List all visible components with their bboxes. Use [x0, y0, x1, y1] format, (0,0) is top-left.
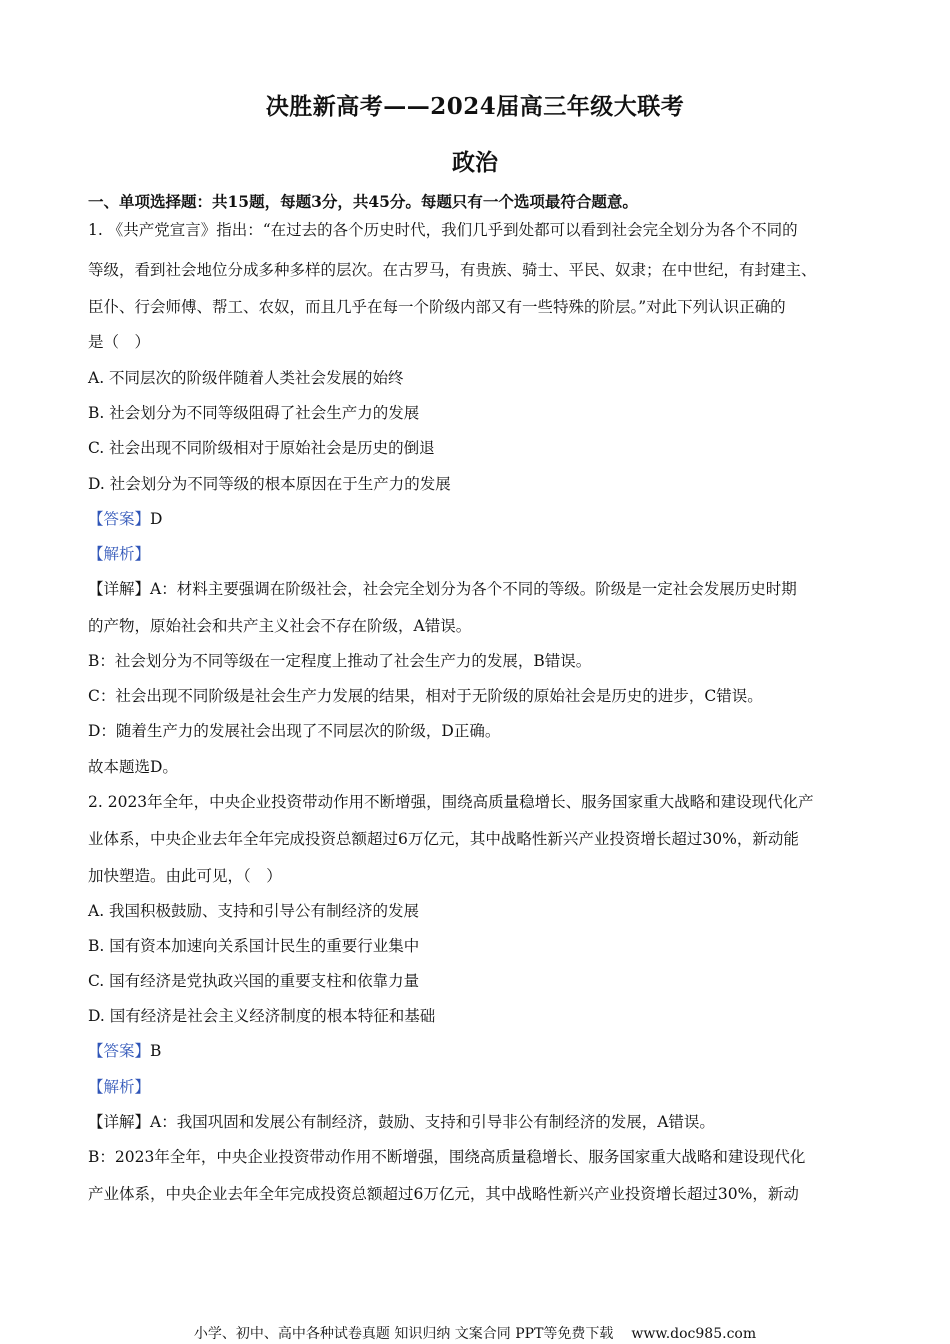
q1-analysis-tag: 【解析】 — [88, 545, 151, 563]
q1-stem-line: 臣仆、行会师傅、帮工、农奴，而且几乎在每一个阶级内部又有一些特殊的阶层。”对此下列认识正确的 — [88, 298, 786, 316]
q1-detail-line: D：随着生产力的发展社会出现了不同层次的阶级，D正确。 — [88, 722, 501, 740]
answer-value: D — [150, 510, 163, 528]
q1-stem-line: 1. 《共产党宣言》指出：“在过去的各个历史时代，我们几乎到处都可以看到社会完全划分为各个不同的 — [88, 221, 798, 239]
q2-detail-line: B：2023年全年，中央企业投资带动作用不断增强，围绕高质量稳增长、服务国家重大战略和建设现代化 — [88, 1148, 806, 1166]
q1-answer — [88, 509, 162, 529]
q2-detail-line: 产业体系，中央企业去年全年完成投资总额超过6万亿元，其中战略性新兴产业投资增长超过30%，新动 — [88, 1185, 799, 1203]
section-heading: 一、单项选择题：共15题，每题3分，共45分。每题只有一个选项最符合题意。 — [88, 192, 638, 211]
q1-detail-line — [88, 579, 797, 599]
q1-stem-line: 等级，看到社会地位分成多种多样的层次。在古罗马，有贵族、骑士、平民、奴隶；在中世纪，有封建主、 — [88, 261, 817, 279]
q2-stem-line: 加快塑造。由此可见，（ ） — [88, 867, 282, 885]
q2-option-b: B. 国有资本加速向关系国计民生的重要行业集中 — [88, 937, 420, 955]
q2-analysis-tag: 【解析】 — [88, 1078, 151, 1096]
q1-detail-line: B：社会划分为不同等级在一定程度上推动了社会生产力的发展，B错误。 — [88, 652, 592, 670]
q1-detail-line: 故本题选D。 — [88, 758, 178, 776]
answer-tag: 【答案】 — [88, 1042, 151, 1060]
answer-tag: 【答案】 — [88, 510, 151, 528]
subject-title: 政治 — [452, 149, 498, 176]
footer-link[interactable]: www.doc985.com — [631, 1326, 757, 1342]
q2-stem-line: 2. 2023年全年，中央企业投资带动作用不断增强，围绕高质量稳增长、服务国家重大战略和建设现代化产 — [88, 793, 814, 811]
detail-text: A：我国巩固和发展公有制经济，鼓励、支持和引导非公有制经济的发展，A错误。 — [150, 1113, 715, 1131]
answer-value: B — [150, 1042, 162, 1060]
q2-answer — [88, 1041, 161, 1061]
q2-option-a: A. 我国积极鼓励、支持和引导公有制经济的发展 — [88, 902, 420, 920]
q2-stem-line: 业体系，中央企业去年全年完成投资总额超过6万亿元，其中战略性新兴产业投资增长超过30%，新动能 — [88, 830, 799, 848]
q1-option-a: A. 不同层次的阶级伴随着人类社会发展的始终 — [88, 369, 404, 387]
q2-option-d: D. 国有经济是社会主义经济制度的根本特征和基础 — [88, 1007, 436, 1025]
q1-stem-line: 是（ ） — [88, 333, 151, 351]
page-footer — [0, 1323, 950, 1343]
footer-text: 小学、初中、高中各种试卷真题 知识归纳 文案合同 PPT等免费下载 — [193, 1326, 614, 1342]
exam-title: 决胜新高考——2024届高三年级大联考 — [265, 93, 685, 120]
q2-detail-line — [88, 1112, 715, 1132]
q1-detail-line: 的产物，原始社会和共产主义社会不存在阶级，A错误。 — [88, 617, 472, 635]
q2-option-c: C. 国有经济是党执政兴国的重要支柱和依靠力量 — [88, 972, 420, 990]
detail-tag: 【详解】 — [88, 1113, 151, 1131]
q1-option-d: D. 社会划分为不同等级的根本原因在于生产力的发展 — [88, 475, 451, 493]
q1-option-c: C. 社会出现不同阶级相对于原始社会是历史的倒退 — [88, 439, 435, 457]
detail-tag: 【详解】 — [88, 580, 151, 598]
q1-option-b: B. 社会划分为不同等级阻碍了社会生产力的发展 — [88, 404, 420, 422]
q1-detail-line: C：社会出现不同阶级是社会生产力发展的结果，相对于无阶级的原始社会是历史的进步，C错误。 — [88, 687, 763, 705]
detail-text: A：材料主要强调在阶级社会，社会完全划分为各个不同的等级。阶级是一定社会发展历史时期 — [150, 580, 797, 598]
